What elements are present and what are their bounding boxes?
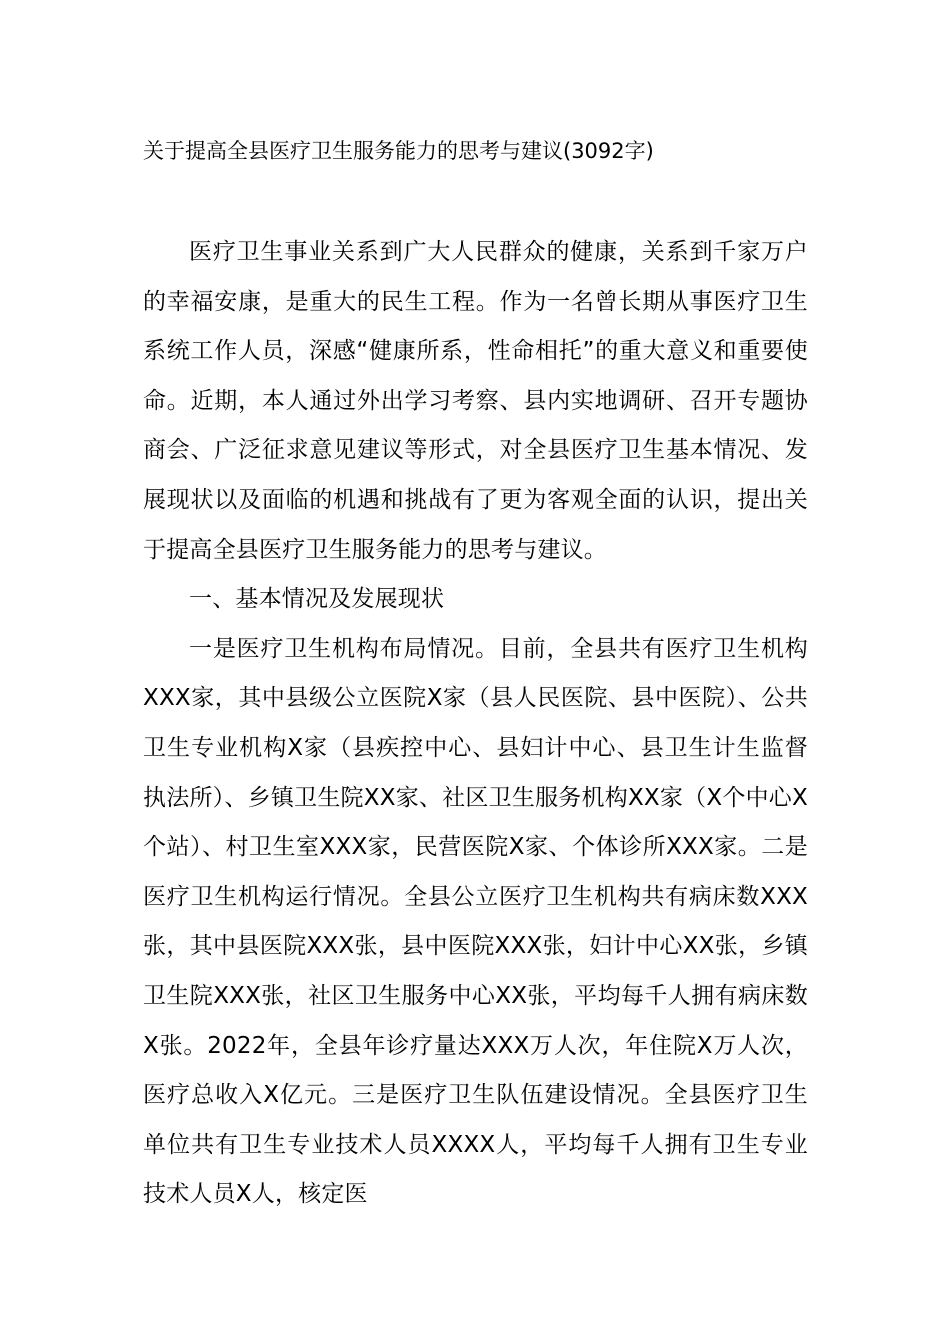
paragraph-intro: 医疗卫生事业关系到广大人民群众的健康，关系到千家万户的幸福安康，是重大的民生工程。作为一名曾长期从事医疗卫生系统工作人员，深感“健康所系，性命相托”的重大意义和重要使命。近期，本人通过外出学习考察、县内实地调研、召开专题协商会、广泛征求意见建议等形式，对全县医疗卫生基本情况、发展现状以及面临的机遇和挑战有了更为客观全面的认识，提出关于提高全县医疗卫生服务能力的思考与建议。 bbox=[143, 239, 808, 563]
section-heading-basic-situation: 一、基本情况及发展现状 bbox=[189, 586, 445, 613]
paragraph-basic-situation: 一是医疗卫生机构布局情况。目前，全县共有医疗卫生机构XXX家，其中县级公立医院X家（县人民医院、县中医院）、公共卫生专业机构X家（县疾控中心、县妇计中心、县卫生计生监督执法所）、乡镇卫生院XX家、社区卫生服务机构XX家（X个中心X个站）、村卫生室XXX家，民营医院X家、个体诊所XXX家。二是医疗卫生机构运行情况。全县公立医疗卫生机构共有病床数XXX张，其中县医院XXX张，县中医院XXX张，妇计中心XX张，乡镇卫生院XXX张，社区卫生服务中心XX张，平均每千人拥有病床数X张。2022年，全县年诊疗量达XXX万人次，年住院X万人次，医疗总收入X亿元。三是医疗卫生队伍建设情况。全县医疗卫生单位共有卫生专业技术人员XXXX人，平均每千人拥有卫生专业技术人员X人，核定医 bbox=[143, 635, 808, 1208]
document-title: 关于提高全县医疗卫生服务能力的思考与建议(3092字) bbox=[143, 139, 654, 163]
document-body bbox=[143, 228, 808, 1220]
